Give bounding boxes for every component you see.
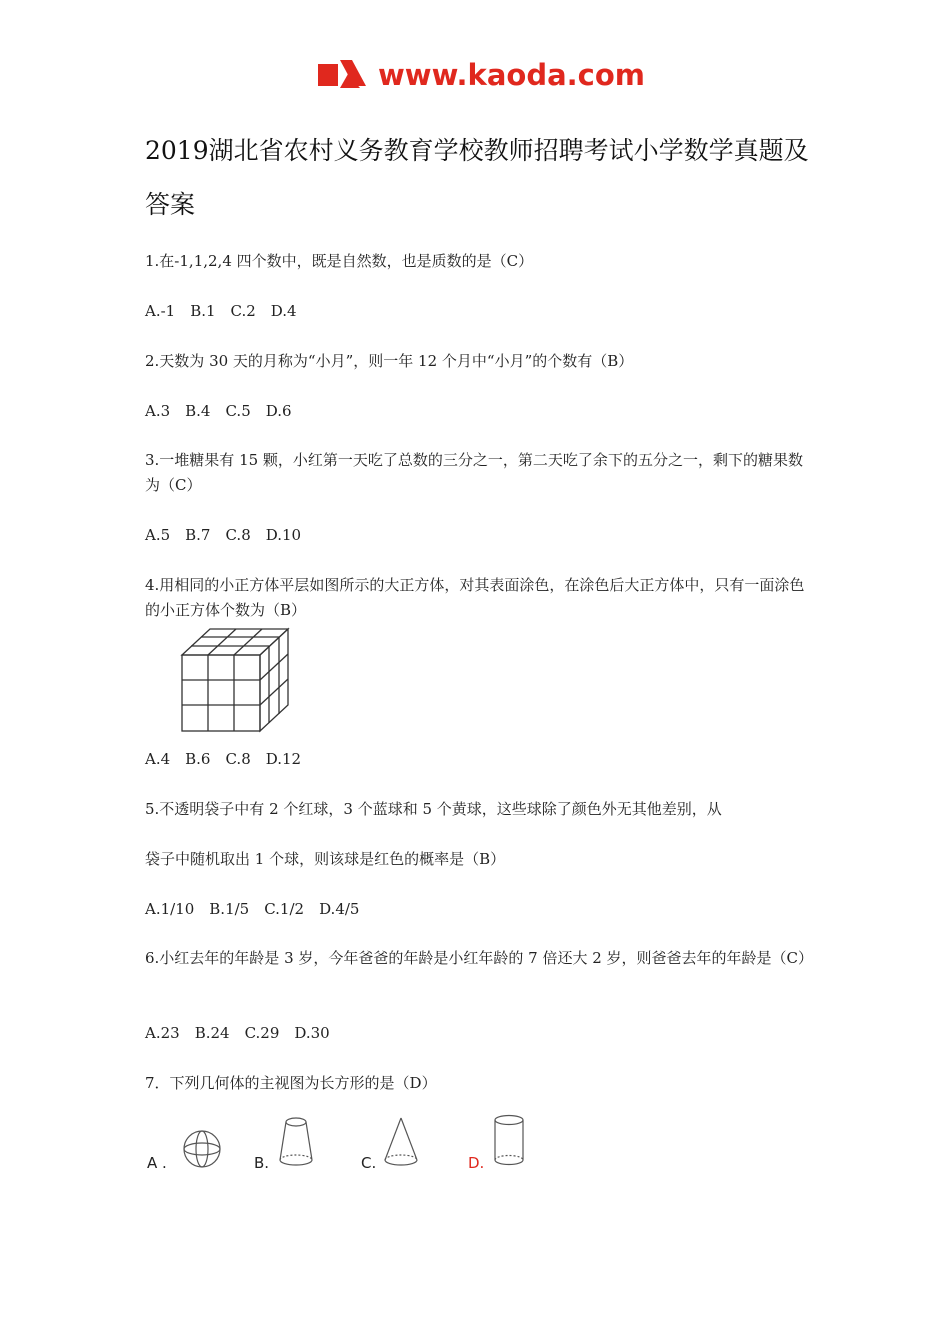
question-3: 3.一堆糖果有 15 颗，小红第一天吃了总数的三分之一，第二天吃了余下的五分之一，剩下的糖果数为（C） [145, 451, 803, 494]
frustum-icon [276, 1114, 316, 1170]
cylinder-icon [490, 1112, 528, 1170]
question-1-options: A.-1 B.1 C.2 D.4 [145, 302, 297, 320]
option-a-label: A . [147, 1154, 167, 1172]
site-logo [318, 52, 648, 98]
logo-text: www.kaoda.com [378, 58, 645, 92]
question-4: 4.用相同的小正方体平层如图所示的大正方体，对其表面涂色，在涂色后大正方体中，只有一面涂色的小正方体个数为（B） [145, 576, 805, 619]
question-2-options: A.3 B.4 C.5 D.6 [145, 402, 292, 420]
option-c-label: C. [361, 1154, 377, 1172]
cone-icon [381, 1114, 421, 1170]
question-6: 6.小红去年的年龄是 3 岁，今年爸爸的年龄是小红年龄的 7 倍还大 2 岁，则爸爸去年的年龄是（C） [145, 949, 814, 967]
kaoda-logo-icon [318, 58, 376, 90]
question-7: 7．下列几何体的主视图为长方形的是（D） [145, 1074, 437, 1092]
option-b-label: B. [254, 1154, 270, 1172]
question-4-options: A.4 B.6 C.8 D.12 [145, 750, 302, 768]
sphere-icon [181, 1128, 223, 1170]
question-5-line-1: 5.不透明袋子中有 2 个红球，3 个蓝球和 5 个黄球，这些球除了颜色外无其他差别，从 [145, 800, 722, 818]
document-title: 2019湖北省农村义务教育学校教师招聘考试小学数学真题及答案 [145, 136, 809, 219]
question-1: 1.在-1,1,2,4 四个数中，既是自然数，也是质数的是（C） [145, 252, 534, 270]
question-5-line-2: 袋子中随机取出 1 个球，则该球是红色的概率是（B） [145, 850, 506, 868]
question-5-options: A.1/10 B.1/5 C.1/2 D.4/5 [145, 900, 360, 918]
question-6-options: A.23 B.24 C.29 D.30 [145, 1024, 330, 1042]
cube-figure [178, 625, 296, 735]
question-3-options: A.5 B.7 C.8 D.10 [145, 526, 302, 544]
option-d-label: D. [468, 1154, 485, 1172]
question-2: 2.天数为 30 天的月称为“小月”，则一年 12 个月中“小月”的个数有（B） [145, 352, 634, 370]
